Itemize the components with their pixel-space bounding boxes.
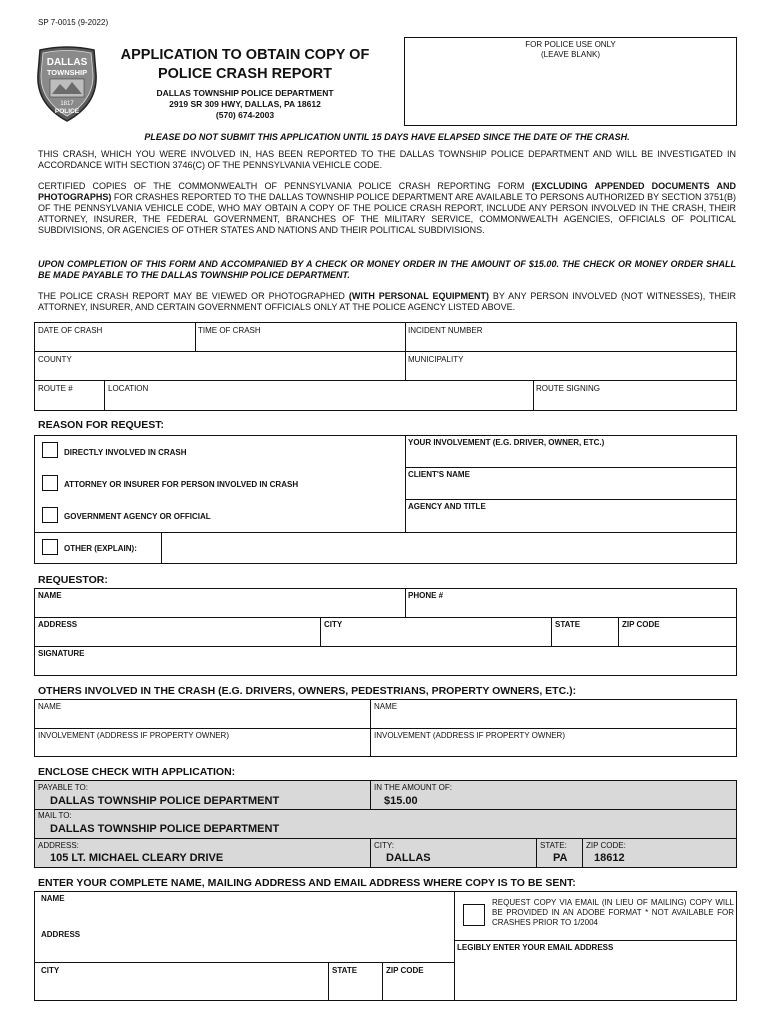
mailing-heading: ENTER YOUR COMPLETE NAME, MAILING ADDRESS AND EMAIL ADDRESS WHERE COPY IS TO BE SENT: (38, 877, 576, 889)
mailing-zip-field[interactable]: ZIP CODE (386, 966, 424, 975)
agency-title-field[interactable]: AGENCY AND TITLE (408, 502, 486, 511)
time-of-crash-field[interactable]: TIME OF CRASH (198, 326, 261, 335)
reason-heading: REASON FOR REQUEST: (38, 419, 165, 431)
attorney-insurer-checkbox[interactable] (42, 475, 58, 491)
your-involvement-field[interactable]: YOUR INVOLVEMENT (E.G. DRIVER, OWNER, ETC.) (408, 438, 605, 447)
intro-paragraph: THIS CRASH, WHICH YOU WERE INVOLVED IN, HAS BEEN REPORTED TO THE DALLAS TOWNSHIP POLICE DEPARTMENT AND WILL BE INVESTIGATED IN ACCORDANCE WITH SECTION 3746(C) OF THE PENNSYLVANIA VEHICLE CODE. (38, 149, 736, 170)
mail-to-value: DALLAS TOWNSHIP POLICE DEPARTMENT (50, 823, 280, 835)
mail-address-label: ADDRESS: (38, 841, 79, 850)
location-field[interactable]: LOCATION (108, 384, 149, 393)
mail-zip-value: 18612 (594, 852, 625, 864)
other-person-name-field-1[interactable]: NAME (38, 702, 62, 711)
svg-text:POLICE: POLICE (54, 108, 80, 115)
directly-involved-label: DIRECTLY INVOLVED IN CRASH (64, 448, 187, 457)
viewing-paragraph: THE POLICE CRASH REPORT MAY BE VIEWED OR PHOTOGRAPHED (WITH PERSONAL EQUIPMENT) BY ANY PERSON INVOLVED (NOT WITNESSES), THEIR ATTORNEY, INSURER, AND CERTAIN GOVERNMENT OFFICIALS ONLY AT THE POLICE AGENCY LISTED ABOVE. (38, 291, 736, 312)
mail-state-value: PA (553, 852, 568, 864)
police-use-box[interactable]: FOR POLICE USE ONLY (LEAVE BLANK) (404, 37, 737, 126)
requestor-city-field[interactable]: CITY (324, 620, 343, 629)
email-address-field[interactable]: LEGIBLY ENTER YOUR EMAIL ADDRESS (457, 943, 614, 952)
mail-address-value: 105 LT. MICHAEL CLEARY DRIVE (50, 852, 224, 864)
submission-warning: PLEASE DO NOT SUBMIT THIS APPLICATION UNTIL 15 DAYS HAVE ELAPSED SINCE THE DATE OF THE CRASH. (144, 132, 630, 142)
mail-zip-label: ZIP CODE: (586, 841, 626, 850)
mailing-address-field[interactable]: ADDRESS (41, 930, 81, 939)
mail-city-label: CITY: (374, 841, 395, 850)
others-heading: OTHERS INVOLVED IN THE CRASH (E.G. DRIVERS, OWNERS, PEDESTRIANS, PROPERTY OWNERS, ETC.): (38, 685, 577, 697)
requestor-heading: REQUESTOR: (38, 574, 108, 586)
date-of-crash-field[interactable]: DATE OF CRASH (38, 326, 103, 335)
requestor-name-field[interactable]: NAME (38, 591, 62, 600)
route-signing-field[interactable]: ROUTE SIGNING (536, 384, 601, 393)
mailing-state-field[interactable]: STATE (332, 966, 358, 975)
mail-to-label: MAIL TO: (38, 811, 72, 820)
requestor-phone-field[interactable]: PHONE # (408, 591, 444, 600)
government-agency-checkbox[interactable] (42, 507, 58, 523)
requestor-box (34, 588, 737, 676)
eligibility-paragraph: CERTIFIED COPIES OF THE COMMONWEALTH OF PENNSYLVANIA POLICE CRASH REPORTING FORM (EXCLUDING APPENDED DOCUMENTS AND PHOTOGRAPHS) FOR CRASHES REPORTED TO THE DALLAS TOWNSHIP POLICE DEPARTMENT ARE AVAILABLE TO PERSONS AUTHORIZED BY SECTION 3751(B) OF THE PENNSYLVANIA VEHICLE CODE, WHO MAY OBTAIN A COPY OF THE POLICE CRASH REPORT, INCLUDE ANY PERSON INVOLVED IN THE CRASH, THEIR ATTORNEY, INSURER, THE FEDERAL GOVERNMENT, BRANCHES OF THE MILITARY SERVICE, COMMONWEALTH AGENCIES, OFFICIALS OF POLITICAL SUBDIVISIONS, OR AGENCIES OF OTHER STATES AND NATIONS AND THEIR POLITICAL SUBDIVISIONS. (38, 181, 737, 235)
svg-text:1817: 1817 (60, 101, 74, 107)
svg-text:TOWNSHIP: TOWNSHIP (46, 68, 88, 77)
requestor-state-field[interactable]: STATE (555, 620, 581, 629)
municipality-field[interactable]: MUNICIPALITY (408, 355, 464, 364)
other-involvement-field-2[interactable]: INVOLVEMENT (ADDRESS IF PROPERTY OWNER) (374, 731, 565, 740)
police-seal-logo (36, 44, 98, 122)
payment-paragraph: UPON COMPLETION OF THIS FORM AND ACCOMPANIED BY A CHECK OR MONEY ORDER IN THE AMOUNT OF $15.00. THE CHECK OR MONEY ORDER SHALL BE MADE PAYABLE TO THE DALLAS TOWNSHIP POLICE DEPARTMENT. (38, 259, 736, 280)
crash-info-grid (34, 322, 737, 411)
directly-involved-checkbox[interactable] (42, 442, 58, 458)
mailing-city-field[interactable]: CITY (41, 966, 60, 975)
county-field[interactable]: COUNTY (38, 355, 72, 364)
enclose-heading: ENCLOSE CHECK WITH APPLICATION: (38, 766, 236, 778)
incident-number-field[interactable]: INCIDENT NUMBER (408, 326, 483, 335)
requestor-signature-field[interactable]: SIGNATURE (38, 649, 85, 658)
amount-value: $15.00 (384, 795, 418, 807)
email-request-label: REQUEST COPY VIA EMAIL (IN LIEU OF MAILING) COPY WILL BE PROVIDED IN AN ADOBE FORMAT * NOT AVAILABLE FOR CRASHES PRIOR TO 1/2004 (492, 898, 734, 927)
page-title: APPLICATION TO OBTAIN COPY OF POLICE CRASH REPORT (120, 47, 370, 82)
mail-state-label: STATE: (540, 841, 567, 850)
government-agency-label: GOVERNMENT AGENCY OR OFFICIAL (64, 512, 211, 521)
clients-name-field[interactable]: CLIENT'S NAME (408, 470, 470, 479)
svg-text:DALLAS: DALLAS (46, 57, 88, 68)
other-checkbox[interactable] (42, 539, 58, 555)
form-id: SP 7-0015 (9-2022) (38, 18, 109, 27)
attorney-insurer-label: ATTORNEY OR INSURER FOR PERSON INVOLVED IN CRASH (64, 480, 299, 489)
requestor-address-field[interactable]: ADDRESS (38, 620, 78, 629)
payable-to-value: DALLAS TOWNSHIP POLICE DEPARTMENT (50, 795, 280, 807)
requestor-zip-field[interactable]: ZIP CODE (622, 620, 660, 629)
mailing-name-field[interactable]: NAME (41, 894, 65, 903)
mail-city-value: DALLAS (386, 852, 431, 864)
amount-label: IN THE AMOUNT OF: (374, 783, 452, 792)
route-number-field[interactable]: ROUTE # (38, 384, 73, 393)
other-involvement-field-1[interactable]: INVOLVEMENT (ADDRESS IF PROPERTY OWNER) (38, 731, 229, 740)
department-info: DALLAS TOWNSHIP POLICE DEPARTMENT 2919 SR 309 HWY, DALLAS, PA 18612 (570) 674-2003 (156, 88, 334, 120)
payable-to-label: PAYABLE TO: (38, 783, 88, 792)
other-label: OTHER (EXPLAIN): (64, 544, 137, 553)
other-person-name-field-2[interactable]: NAME (374, 702, 398, 711)
email-request-checkbox[interactable] (463, 904, 485, 926)
